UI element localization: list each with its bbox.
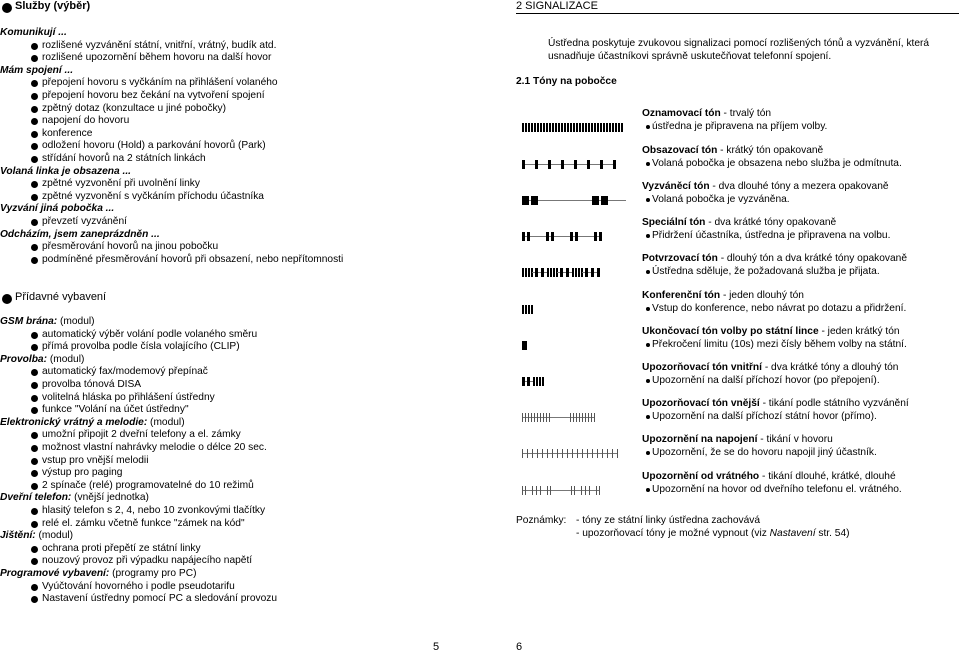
tone-segment xyxy=(591,123,593,132)
bullet-icon xyxy=(646,270,650,274)
tone-gap xyxy=(578,236,594,237)
tone-segment xyxy=(592,196,599,205)
tone-segment xyxy=(618,123,620,132)
list-item: relé el. zámku včetně funkce "zámek na kód" xyxy=(42,517,245,529)
tone-gap xyxy=(554,236,570,237)
tone-title xyxy=(642,108,771,121)
bullet-icon xyxy=(646,125,650,129)
tone-segment xyxy=(531,305,533,314)
tone-segment xyxy=(522,305,524,314)
list-item: střídání hovorů na 2 státních linkách xyxy=(42,153,206,164)
tone-segment xyxy=(528,123,530,132)
tone-title xyxy=(642,434,833,447)
list-item: nouzový provoz při výpadku napájecího napětí xyxy=(42,555,253,567)
tone-description: Volaná pobočka je obsazena nebo služba je odmítnuta. xyxy=(652,157,902,169)
tone-segment xyxy=(525,268,527,277)
list-item: automatický výběr volání podle volaného směru xyxy=(42,328,258,340)
tone-title xyxy=(642,217,836,230)
section-bullet-icon xyxy=(2,3,12,13)
note-1: - tóny ze státní linky ústředna zachovává xyxy=(576,515,761,526)
tone-segment xyxy=(546,123,548,132)
tone-segment xyxy=(573,123,575,132)
tone-description: Ústředna sděluje, že požadovaná služba je přijata. xyxy=(652,265,880,277)
bullet-icon xyxy=(31,382,38,389)
bullet-icon xyxy=(31,395,38,402)
tone-tick xyxy=(599,486,600,495)
group-title: Odcházím, jsem zaneprázdněn ... xyxy=(0,228,160,240)
tone-segment xyxy=(579,123,581,132)
bullet-icon xyxy=(31,344,38,351)
tone-segment xyxy=(567,123,569,132)
tone-segment xyxy=(558,123,560,132)
group-title: Vyzvání jiná pobočka ... xyxy=(0,203,115,215)
bullet-icon xyxy=(31,445,38,452)
tone-segment xyxy=(531,196,538,205)
group-title: Mám spojení ... xyxy=(0,64,74,76)
list-item: převzetí vyzvánění xyxy=(42,216,127,227)
tone-description: Upozornění na hovor od dveřního telefonu el. vrátného. xyxy=(652,483,902,495)
list-item: přímá provolba podle čísla volajícího (CLIP) xyxy=(42,341,240,353)
tone-name: Speciální tón xyxy=(642,217,706,228)
list-item: rozlišené vyzvánění státní, vnitřní, vrátný, budík atd. xyxy=(42,39,277,51)
tone-segment xyxy=(603,123,605,132)
group-title xyxy=(0,492,149,505)
tone-segment xyxy=(525,305,527,314)
tone-pattern-graphic xyxy=(522,377,627,386)
bullet-icon xyxy=(31,43,38,50)
bullet-icon xyxy=(31,483,38,490)
tone-segment xyxy=(615,123,617,132)
tone-segment xyxy=(531,123,533,132)
bullet-icon xyxy=(31,558,38,565)
group-title xyxy=(0,354,84,367)
section-title-services: Služby (výběr) xyxy=(15,0,91,12)
group-name: Jištění: xyxy=(0,530,36,542)
tone-kind: - dva krátké tóny a dlouhý tón xyxy=(762,362,899,373)
list-item: přepojení hovoru s vyčkáním na přihlášení volaného xyxy=(42,77,278,89)
bullet-icon xyxy=(646,379,650,383)
tone-segment xyxy=(537,123,539,132)
tone-segment xyxy=(555,123,557,132)
group-title xyxy=(0,568,196,581)
tone-segment xyxy=(543,123,545,132)
tone-gap xyxy=(550,417,570,418)
tone-kind: - tikání podle státního vyzvánění xyxy=(759,398,909,409)
list-item: napojení do hovoru xyxy=(42,115,130,127)
tone-segment xyxy=(522,123,524,132)
list-item: rozlišené upozornění během hovoru na další hovor xyxy=(42,52,272,64)
bullet-icon xyxy=(31,458,38,465)
tone-title xyxy=(642,253,907,266)
tone-name: Vyzváněcí tón xyxy=(642,181,710,192)
subheading-tones: 2.1 Tóny na pobočce xyxy=(516,76,617,87)
tone-segment xyxy=(575,268,577,277)
tone-segment xyxy=(609,123,611,132)
notes-label: Poznámky: xyxy=(516,515,567,526)
bullet-icon xyxy=(31,521,38,528)
tone-title xyxy=(642,398,909,411)
tone-pattern-graphic xyxy=(522,160,627,169)
tone-segment xyxy=(599,232,602,241)
tone-name: Upozorňovací tón vnitřní xyxy=(642,362,762,373)
bullet-icon xyxy=(31,106,38,113)
group-suffix: (modul) xyxy=(147,416,185,428)
tone-segment xyxy=(597,268,600,277)
tone-pattern-graphic xyxy=(522,341,627,350)
list-item: volitelná hláska po přihlášení ústředny xyxy=(42,391,215,403)
tone-segment xyxy=(621,123,623,132)
list-item: možnost vlastní nahrávky melodie o délce 20 sec. xyxy=(42,442,267,453)
bullet-icon xyxy=(31,508,38,515)
group-title xyxy=(0,316,95,329)
bullet-icon xyxy=(646,198,650,202)
tone-segment xyxy=(550,268,552,277)
tone-description: ústředna je připravena na příjem volby. xyxy=(652,120,828,132)
bullet-icon xyxy=(31,131,38,138)
tone-segment xyxy=(570,123,572,132)
tone-name: Upozornění od vrátného xyxy=(642,471,760,482)
tone-segment xyxy=(601,196,608,205)
tone-segment xyxy=(552,123,554,132)
tone-gap xyxy=(538,200,592,201)
tone-title xyxy=(642,181,889,194)
tone-segment xyxy=(522,341,527,350)
group-suffix: (vnější jednotka) xyxy=(71,492,149,504)
group-name: Dveřní telefon: xyxy=(0,492,72,504)
tone-segment xyxy=(582,123,584,132)
tone-pattern-graphic xyxy=(522,413,627,422)
group-suffix: (modul) xyxy=(35,530,74,542)
tone-gap xyxy=(538,164,548,165)
bullet-icon xyxy=(31,143,38,150)
tone-kind: - dlouhý tón a dva krátké tóny opakovaně xyxy=(717,253,908,264)
bullet-icon xyxy=(31,93,38,100)
bullet-icon xyxy=(646,488,650,492)
list-item: umožní připojit 2 dveřní telefony a el. zámky xyxy=(42,429,241,441)
bullet-icon xyxy=(31,219,38,226)
bullet-icon xyxy=(31,194,38,201)
tone-segment xyxy=(539,377,541,386)
intro-line-1: Ústředna poskytuje zvukovou signalizaci pomocí rozlišených tónů a vyzvánění, která xyxy=(548,38,930,49)
tone-gap xyxy=(577,164,587,165)
tone-segment xyxy=(561,123,563,132)
list-item: 2 spínače (relé) programovatelné do 10 režimů xyxy=(42,479,254,491)
bullet-icon xyxy=(31,332,38,339)
tone-pattern-graphic xyxy=(522,449,627,458)
tone-pattern-graphic xyxy=(522,196,627,205)
intro-line-2: usnadňuje účastníkovi správně uskutečňovat telefonní spojení. xyxy=(548,51,832,62)
tone-kind: - krátký tón opakovaně xyxy=(717,145,824,156)
tone-pattern-graphic xyxy=(522,232,627,241)
list-item: hlasitý telefon s 2, 4, nebo 10 zvonkovými tlačítky xyxy=(42,505,266,516)
bullet-icon xyxy=(646,234,650,238)
group-name: Programové vybavení: xyxy=(0,568,110,579)
tone-segment xyxy=(600,123,602,132)
heading-rule xyxy=(516,13,959,14)
tone-name: Ukončovací tón volby po státní lince xyxy=(642,326,819,337)
group-name: Provolba: xyxy=(0,353,47,365)
tone-title xyxy=(642,471,896,484)
bullet-icon xyxy=(646,451,650,455)
tone-segment xyxy=(540,123,542,132)
list-item: přesměrování hovorů na jinou pobočku xyxy=(42,241,219,253)
bullet-icon xyxy=(31,546,38,553)
note-2: - upozorňovací tóny je možné vypnout (viz Nastavení str. 54) xyxy=(576,528,850,539)
tone-description: Upozornění na další příchozí státní hovor (přímo). xyxy=(652,410,877,422)
tone-segment xyxy=(534,123,536,132)
tone-description: Upozornění, že se do hovoru napojil jiný účastník. xyxy=(652,446,877,458)
list-item: zpětné vyzvonění při uvolnění linky xyxy=(42,178,200,190)
bullet-icon xyxy=(646,415,650,419)
bullet-icon xyxy=(31,156,38,163)
tone-pattern-graphic xyxy=(522,486,627,495)
tone-kind: - jeden dlouhý tón xyxy=(720,290,804,301)
tone-segment xyxy=(522,196,529,205)
tone-gap xyxy=(608,200,626,201)
list-item: podmíněné přesměrování hovorů při obsazení, nebo nepřítomnosti xyxy=(42,253,344,265)
tone-title xyxy=(642,145,823,158)
tone-name: Obsazovací tón xyxy=(642,145,718,156)
section-bullet-icon xyxy=(2,294,12,304)
bullet-icon xyxy=(31,118,38,125)
group-title xyxy=(0,417,185,430)
list-item: funkce "Volání na účet ústředny" xyxy=(42,404,189,416)
list-item: výstup pro paging xyxy=(42,467,123,479)
bullet-icon xyxy=(31,181,38,188)
tone-segment xyxy=(528,268,530,277)
tone-segment xyxy=(528,305,530,314)
bullet-icon xyxy=(31,369,38,376)
bullet-icon xyxy=(31,584,38,591)
tone-segment xyxy=(542,377,544,386)
tone-segment xyxy=(597,123,599,132)
bullet-icon xyxy=(31,432,38,439)
bullet-icon xyxy=(646,307,650,311)
tone-name: Upozorňovací tón vnější xyxy=(642,398,760,409)
tone-title xyxy=(642,290,804,303)
tone-gap xyxy=(551,164,561,165)
group-suffix: (programy pro PC) xyxy=(109,568,197,579)
tone-segment xyxy=(572,268,574,277)
list-item: konference xyxy=(42,127,93,139)
bullet-icon xyxy=(31,80,38,87)
bullet-icon xyxy=(31,55,38,62)
tone-tick xyxy=(594,413,595,422)
tone-gap xyxy=(551,490,571,491)
list-item: Vyúčtování hovorného i podle pseudotarifu xyxy=(42,580,235,592)
tone-description: Upozornění na další příchozí hovor (po přepojení). xyxy=(652,374,880,386)
tone-segment xyxy=(564,123,566,132)
tone-gap xyxy=(564,164,574,165)
list-item: zpětné vyzvonění s vyčkáním příchodu účastníka xyxy=(42,190,264,202)
group-name: GSM brána: xyxy=(0,316,58,327)
tone-tick xyxy=(617,449,618,458)
tone-segment xyxy=(525,123,527,132)
group-suffix: (modul) xyxy=(57,316,95,327)
section-heading-signalization: 2 SIGNALIZACE xyxy=(516,0,598,12)
tone-pattern-graphic xyxy=(522,305,627,314)
tone-segment xyxy=(606,123,608,132)
tone-pattern-graphic xyxy=(522,123,627,132)
group-title: Komunikují ... xyxy=(0,27,67,38)
tone-segment xyxy=(588,123,590,132)
tone-segment xyxy=(594,123,596,132)
bullet-icon xyxy=(31,257,38,264)
tone-description: Přidržení účastníka, ústředna je připravena na volbu. xyxy=(652,229,891,241)
tone-name: Upozornění na napojení xyxy=(642,434,758,445)
tone-description: Vstup do konference, nebo návrat po dotazu a přidržení. xyxy=(652,302,907,314)
page-number-left: 5 xyxy=(433,641,440,653)
tone-kind: - dva dlouhé tóny a mezera opakovaně xyxy=(709,181,889,192)
tone-segment xyxy=(533,377,535,386)
tone-segment xyxy=(549,123,551,132)
group-name: Elektronický vrátný a melodie: xyxy=(0,416,148,428)
list-item: Nastavení ústředny pomocí PC a sledování provozu xyxy=(42,593,278,605)
tone-gap xyxy=(603,164,613,165)
group-title xyxy=(0,530,73,543)
tone-name: Konferenční tón xyxy=(642,290,721,301)
group-suffix: (modul) xyxy=(46,353,85,365)
bullet-icon xyxy=(646,162,650,166)
list-item: odložení hovoru (Hold) a parkování hovorů (Park) xyxy=(42,140,266,152)
tone-description: Překročení limitu (10s) mezi čísly během volby na státní. xyxy=(652,338,907,350)
tone-gap xyxy=(530,236,546,237)
tone-pattern-graphic xyxy=(522,268,627,277)
tone-segment xyxy=(547,268,549,277)
tone-gap xyxy=(525,164,535,165)
tone-segment xyxy=(613,160,616,169)
tone-segment xyxy=(612,123,614,132)
tone-kind: - tikání v hovoru xyxy=(757,434,833,445)
tone-segment xyxy=(536,377,538,386)
bullet-icon xyxy=(646,343,650,347)
bullet-icon xyxy=(31,596,38,603)
list-item: zpětný dotaz (konzultace u jiné pobočky) xyxy=(42,102,227,114)
page-number-right: 6 xyxy=(516,641,523,653)
tone-kind: - trvalý tón xyxy=(720,108,772,119)
list-item: ochrana proti přepětí ze státní linky xyxy=(42,542,201,554)
tone-segment xyxy=(585,123,587,132)
tone-title xyxy=(642,362,898,375)
tone-gap xyxy=(590,164,600,165)
group-title: Volaná linka je obsazena ... xyxy=(0,165,131,177)
bullet-icon xyxy=(31,244,38,251)
tone-name: Oznamovací tón xyxy=(642,108,721,119)
tone-segment xyxy=(578,268,580,277)
tone-kind: - dva krátké tóny opakovaně xyxy=(705,217,837,228)
list-item: automatický fax/modemový přepínač xyxy=(42,366,208,378)
tone-kind: - tikání dlouhé, krátké, dlouhé xyxy=(759,471,896,482)
tone-kind: - jeden krátký tón xyxy=(818,326,900,337)
tone-title xyxy=(642,326,900,339)
list-item: provolba tónová DISA xyxy=(42,379,142,390)
bullet-icon xyxy=(31,407,38,414)
list-item: přepojení hovoru bez čekání na vytvoření spojení xyxy=(42,90,265,101)
tone-name: Potvrzovací tón xyxy=(642,253,718,264)
tone-segment xyxy=(576,123,578,132)
bullet-icon xyxy=(31,470,38,477)
tone-description: Volaná pobočka je vyzváněna. xyxy=(652,193,790,205)
list-item: vstup pro vnější melodii xyxy=(42,454,149,466)
tone-segment xyxy=(553,268,555,277)
section-title-additional: Přídavné vybavení xyxy=(15,291,107,303)
tone-segment xyxy=(522,268,524,277)
